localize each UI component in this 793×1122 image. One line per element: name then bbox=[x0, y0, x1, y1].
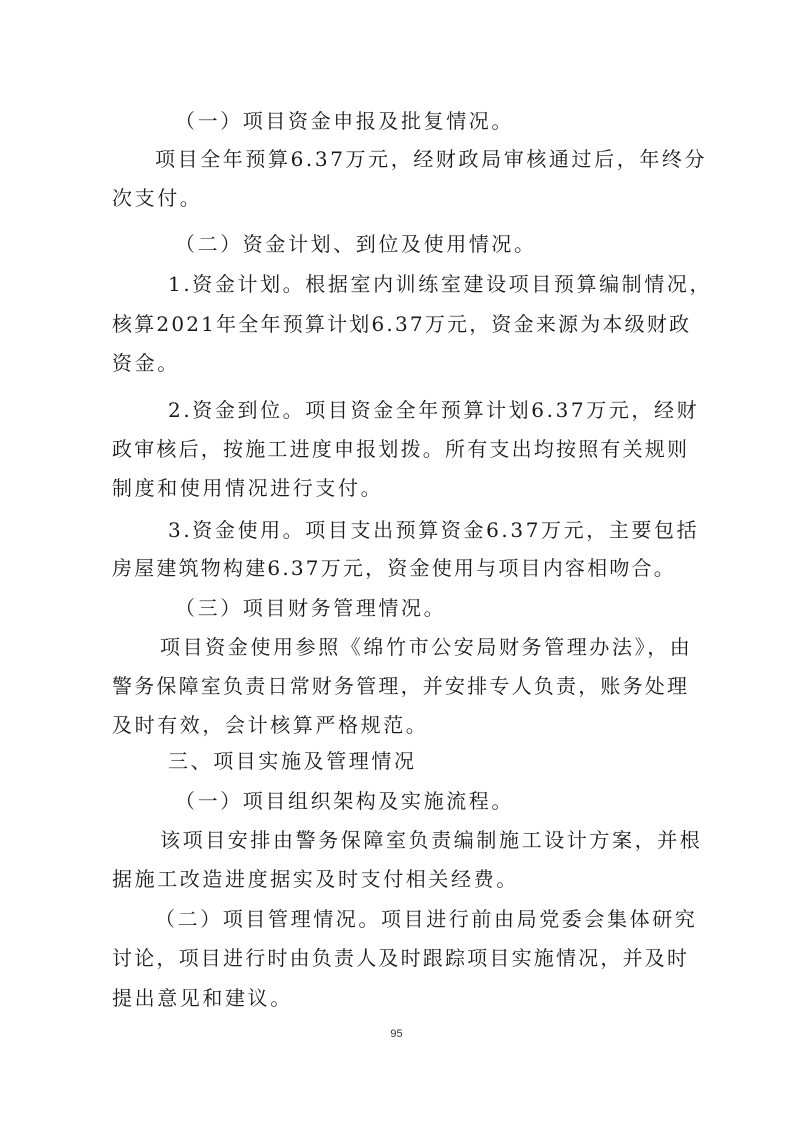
paragraph-line: 及时有效，会计核算严格规范。 bbox=[112, 713, 429, 737]
paragraph-line: 据施工改造进度据实及时支付相关经费。 bbox=[112, 867, 519, 891]
page-number: 95 bbox=[390, 1028, 403, 1040]
paragraph-line: 项目资金使用参照《绵竹市公安局财务管理办法》，由 bbox=[160, 635, 693, 659]
paragraph-line: 政审核后，按施工进度申报划拨。所有支出均按照有关规则 bbox=[112, 437, 690, 461]
paragraph-line: 核算2021年全年预算计划6.37万元，资金来源为本级财政 bbox=[112, 312, 692, 336]
paragraph-line: 讨论，项目进行时由负责人及时跟踪项目实施情况，并及时 bbox=[112, 946, 690, 970]
section-heading-2: （二）资金计划、到位及使用情况。 bbox=[175, 232, 537, 256]
paragraph-line: 该项目安排由警务保障室负责编制施工设计方案，并根 bbox=[160, 828, 703, 852]
section-heading-1: （一）项目资金申报及批复情况。 bbox=[175, 109, 514, 133]
paragraph-line: 次支付。 bbox=[112, 186, 203, 210]
paragraph-line: 提出意见和建议。 bbox=[112, 986, 293, 1010]
paragraph-line: 1.资金计划。根据室内训练室建设项目预算编制情况， bbox=[168, 272, 713, 296]
paragraph-line: 房屋建筑物构建6.37万元，资金使用与项目内容相吻合。 bbox=[112, 556, 676, 580]
paragraph-line: 制度和使用情况进行支付。 bbox=[112, 476, 384, 500]
paragraph-line: 警务保障室负责日常财务管理，并安排专人负责，账务处理 bbox=[112, 674, 690, 698]
paragraph-line: 3.资金使用。项目支出预算资金6.37万元，主要包括 bbox=[168, 518, 700, 542]
section-heading-3: （三）项目财务管理情况。 bbox=[175, 596, 447, 620]
paragraph-line: （二）项目管理情况。项目进行前由局党委会集体研究 bbox=[155, 907, 698, 931]
paragraph-line: 2.资金到位。项目资金全年预算计划6.37万元，经财 bbox=[168, 398, 700, 422]
chapter-heading: 三、项目实施及管理情况 bbox=[168, 749, 417, 773]
paragraph-line: 资金。 bbox=[112, 351, 180, 375]
paragraph-line: 项目全年预算6.37万元，经财政局审核通过后，年终分 bbox=[155, 147, 708, 171]
section-heading-4: （一）项目组织架构及实施流程。 bbox=[175, 789, 514, 813]
